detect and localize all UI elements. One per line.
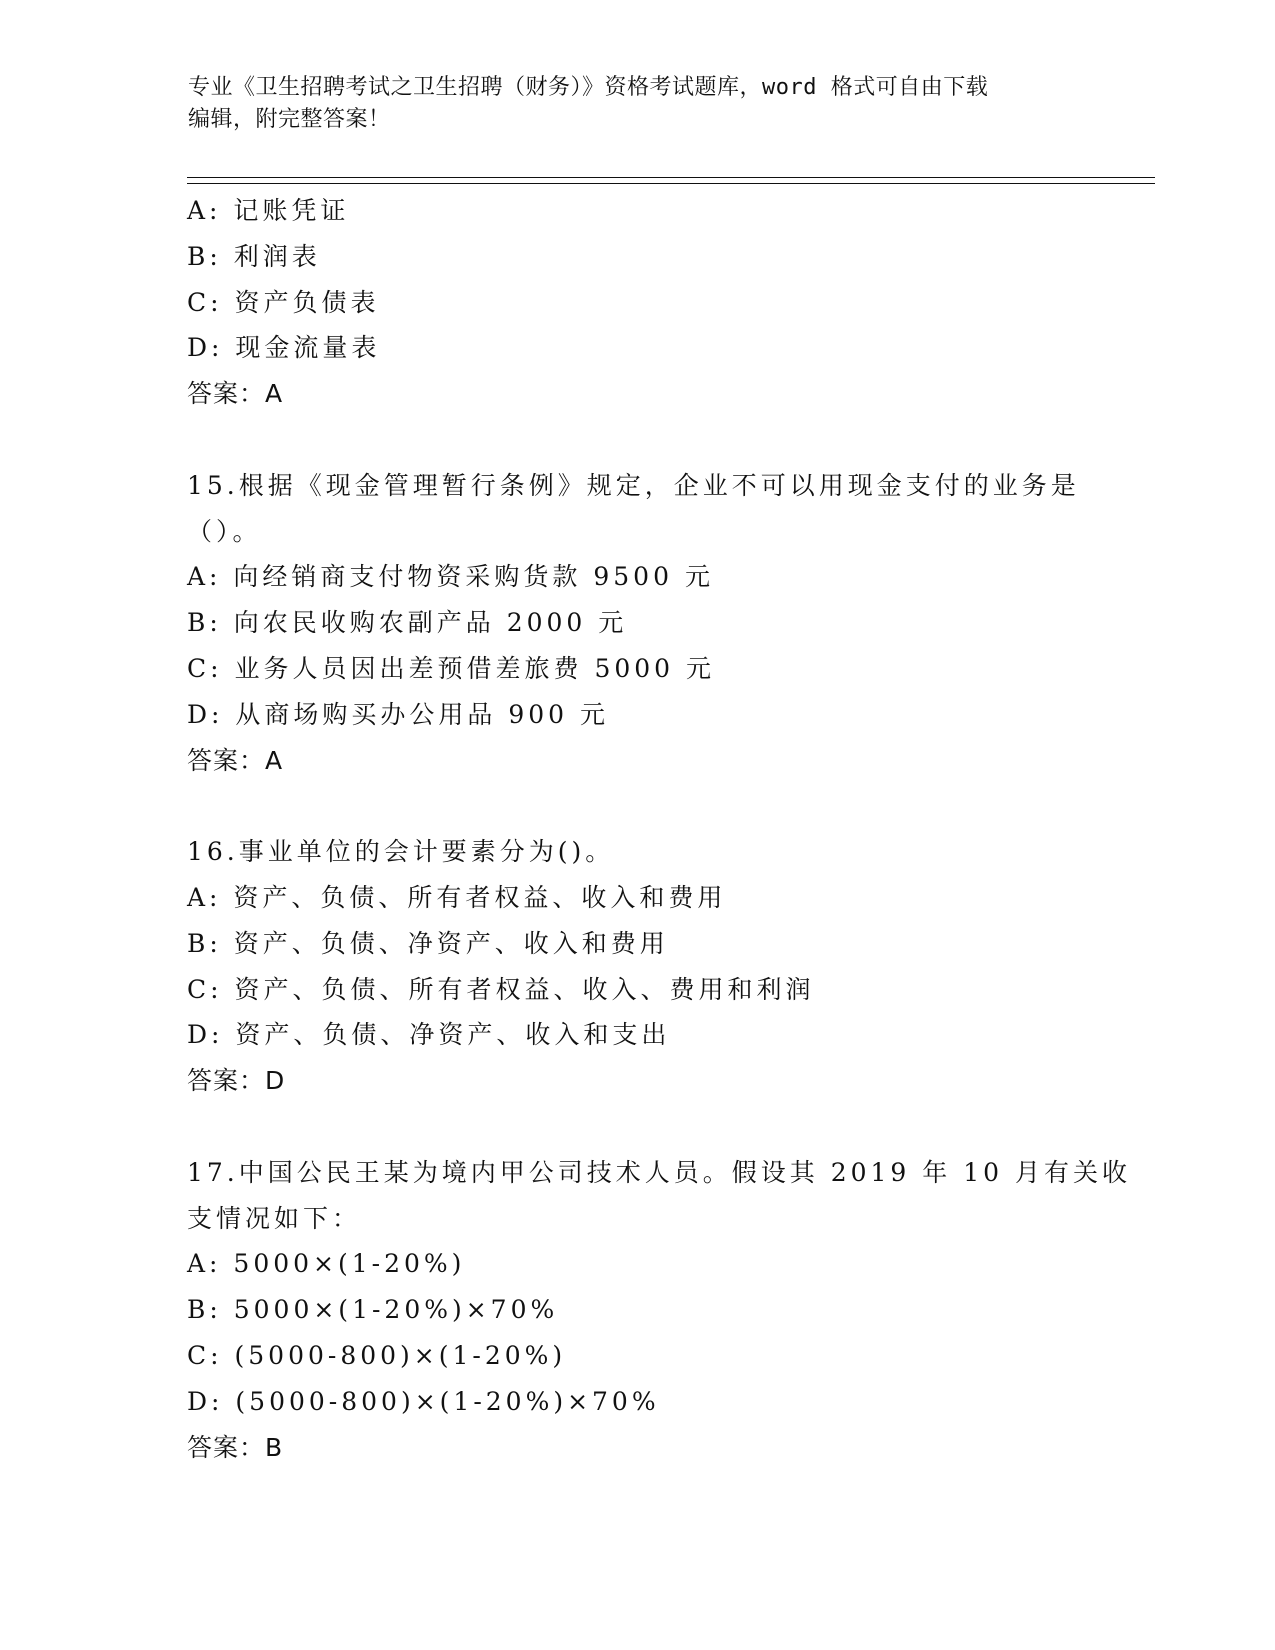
answer-line: 答案：D	[187, 1066, 286, 1096]
option-d: D: 从商场购买办公用品 900 元	[187, 699, 610, 729]
option-a: A: 资产、负债、所有者权益、收入和费用	[187, 882, 727, 912]
question-17	[187, 1150, 1147, 1471]
option-a: A: 向经销商支付物资采购货款 9500 元	[187, 562, 714, 592]
option-c: C: 资产、负债、所有者权益、收入、费用和利润	[187, 974, 815, 1004]
question-stem-cont: （）。	[187, 516, 262, 546]
document-header	[188, 72, 1088, 136]
answer-line: 答案：B	[187, 1432, 284, 1462]
header-divider-top	[187, 177, 1155, 178]
option-d: D: (5000-800)×(1-20%)×70%	[187, 1386, 660, 1416]
prev-question-block	[187, 188, 1147, 417]
question-15	[187, 463, 1147, 784]
answer-line: 答案：A	[187, 379, 284, 409]
question-stem: 16.事业单位的会计要素分为()。	[187, 837, 615, 867]
question-16	[187, 829, 1147, 1104]
header-line-1: 专业《卫生招聘考试之卫生招聘（财务）》资格考试题库，word 格式可自由下载	[188, 75, 989, 100]
option-c: C: 资产负债表	[187, 287, 380, 317]
header-divider-bottom	[187, 183, 1155, 184]
question-stem-cont: 支情况如下：	[187, 1203, 362, 1233]
answer-line: 答案：A	[187, 745, 284, 775]
option-b: B: 资产、负债、净资产、收入和费用	[187, 928, 669, 958]
option-c: C: 业务人员因出差预借差旅费 5000 元	[187, 653, 716, 683]
question-stem: 17.中国公民王某为境内甲公司技术人员。假设其 2019 年 10 月有关收	[187, 1157, 1131, 1187]
header-line-2: 编辑，附完整答案！	[188, 107, 391, 132]
question-list	[187, 188, 1147, 1470]
option-b: B: 5000×(1-20%)×70%	[187, 1295, 559, 1325]
option-a: A: 记账凭证	[187, 196, 350, 225]
option-d: D: 资产、负债、净资产、收入和支出	[187, 1020, 671, 1050]
question-stem: 15.根据《现金管理暂行条例》规定，企业不可以用现金支付的业务是	[187, 470, 1080, 500]
option-b: B: 利润表	[187, 241, 321, 271]
option-b: B: 向农民收购农副产品 2000 元	[187, 608, 628, 638]
option-c: C: (5000-800)×(1-20%)	[187, 1340, 567, 1370]
option-d: D: 现金流量表	[187, 333, 381, 363]
option-a: A: 5000×(1-20%)	[187, 1249, 466, 1279]
